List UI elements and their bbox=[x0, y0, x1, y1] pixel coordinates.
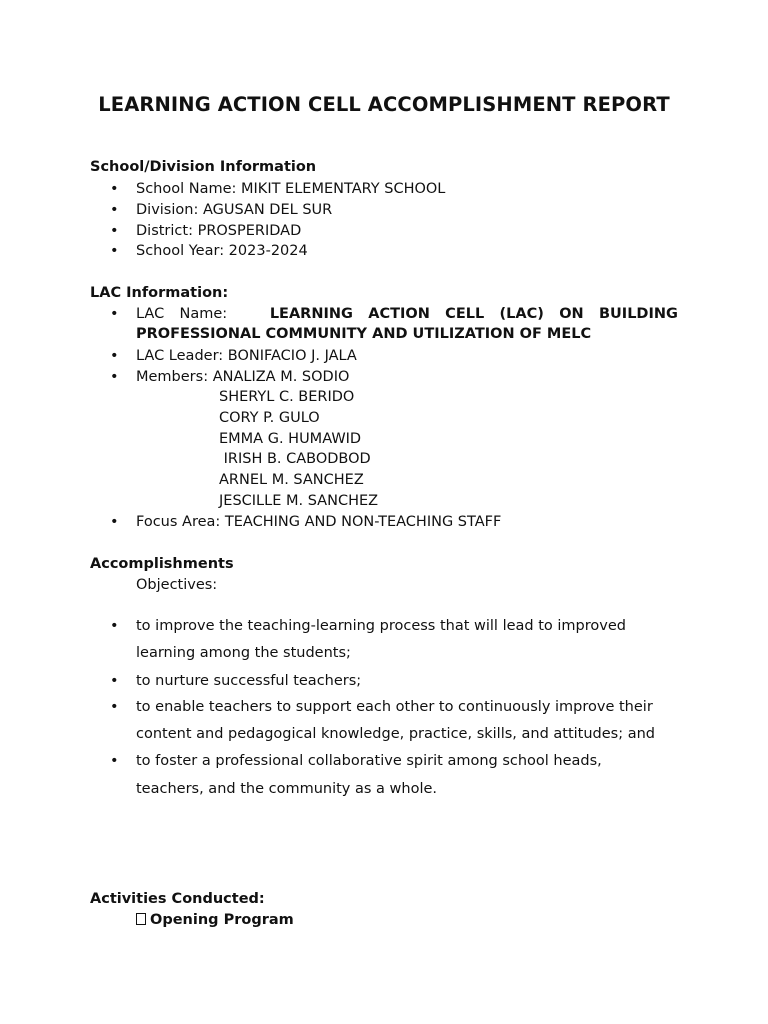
objective-line: to improve the teaching-learning process that will lead to improved bbox=[136, 618, 626, 634]
school-year: School Year: 2023-2024 bbox=[136, 243, 308, 259]
lac-name-row bbox=[136, 306, 678, 322]
bullet-icon: • bbox=[110, 243, 119, 259]
accomplishments-heading: Accomplishments bbox=[90, 556, 234, 572]
bullet-icon: • bbox=[110, 202, 119, 218]
objective-line: teachers, and the community as a whole. bbox=[136, 781, 438, 797]
report-title: LEARNING ACTION CELL ACCOMPLISHMENT REPORT bbox=[98, 93, 670, 116]
bullet-icon: • bbox=[110, 181, 119, 197]
objective-line: to nurture successful teachers; bbox=[136, 673, 362, 689]
objective-line: content and pedagogical knowledge, practice, skills, and attitudes; and bbox=[136, 726, 656, 742]
member-name: IRISH B. CABODBOD bbox=[219, 451, 371, 467]
objective-line: to enable teachers to support each other to continuously improve their bbox=[136, 699, 653, 715]
lac-name-word: LEARNING bbox=[269, 306, 353, 322]
objective-line: to foster a professional collaborative spirit among school heads, bbox=[136, 753, 602, 769]
bullet-icon: • bbox=[110, 618, 119, 634]
bullet-icon: • bbox=[110, 306, 119, 322]
lac-name-label-word: LAC bbox=[136, 306, 165, 322]
activity-label: Opening Program bbox=[150, 912, 294, 928]
lac-name-label-word: Name: bbox=[179, 306, 228, 322]
focus-area: Focus Area: TEACHING AND NON-TEACHING STAFF bbox=[136, 514, 502, 530]
lac-name-word: BUILDING bbox=[598, 306, 678, 322]
member-name: ARNEL M. SANCHEZ bbox=[219, 472, 364, 488]
member-name: CORY P. GULO bbox=[219, 410, 320, 426]
label-spacer bbox=[243, 306, 255, 322]
lac-name-line-2: PROFESSIONAL COMMUNITY AND UTILIZATION OF MELC bbox=[136, 326, 592, 342]
school-info-heading: School/Division Information bbox=[90, 159, 317, 175]
bullet-icon: • bbox=[110, 514, 119, 530]
lac-leader: LAC Leader: BONIFACIO J. JALA bbox=[136, 348, 357, 364]
bullet-icon: • bbox=[110, 753, 119, 769]
bullet-icon: • bbox=[110, 673, 119, 689]
division: Division: AGUSAN DEL SUR bbox=[136, 202, 333, 218]
objective-line: learning among the students; bbox=[136, 645, 351, 661]
member-name: JESCILLE M. SANCHEZ bbox=[219, 493, 379, 509]
district: District: PROSPERIDAD bbox=[136, 223, 302, 239]
objectives-label: Objectives: bbox=[136, 577, 218, 593]
activity-item bbox=[136, 912, 294, 928]
lac-name-word: CELL bbox=[445, 306, 485, 322]
school-name: School Name: MIKIT ELEMENTARY SCHOOL bbox=[136, 181, 446, 197]
bullet-icon: • bbox=[110, 223, 119, 239]
bullet-icon: • bbox=[110, 348, 119, 364]
lac-name-word: (LAC) bbox=[499, 306, 544, 322]
member-name: EMMA G. HUMAWID bbox=[219, 431, 362, 447]
lac-info-heading: LAC Information: bbox=[90, 285, 229, 301]
bullet-icon: • bbox=[110, 369, 119, 385]
lac-name-word: ACTION bbox=[368, 306, 430, 322]
lac-name-word: ON bbox=[559, 306, 584, 322]
activities-heading: Activities Conducted: bbox=[90, 891, 265, 907]
member-name: SHERYL C. BERIDO bbox=[219, 389, 355, 405]
bullet-icon: • bbox=[110, 699, 119, 715]
members-first: Members: ANALIZA M. SODIO bbox=[136, 369, 350, 385]
checkbox-icon bbox=[136, 913, 146, 925]
